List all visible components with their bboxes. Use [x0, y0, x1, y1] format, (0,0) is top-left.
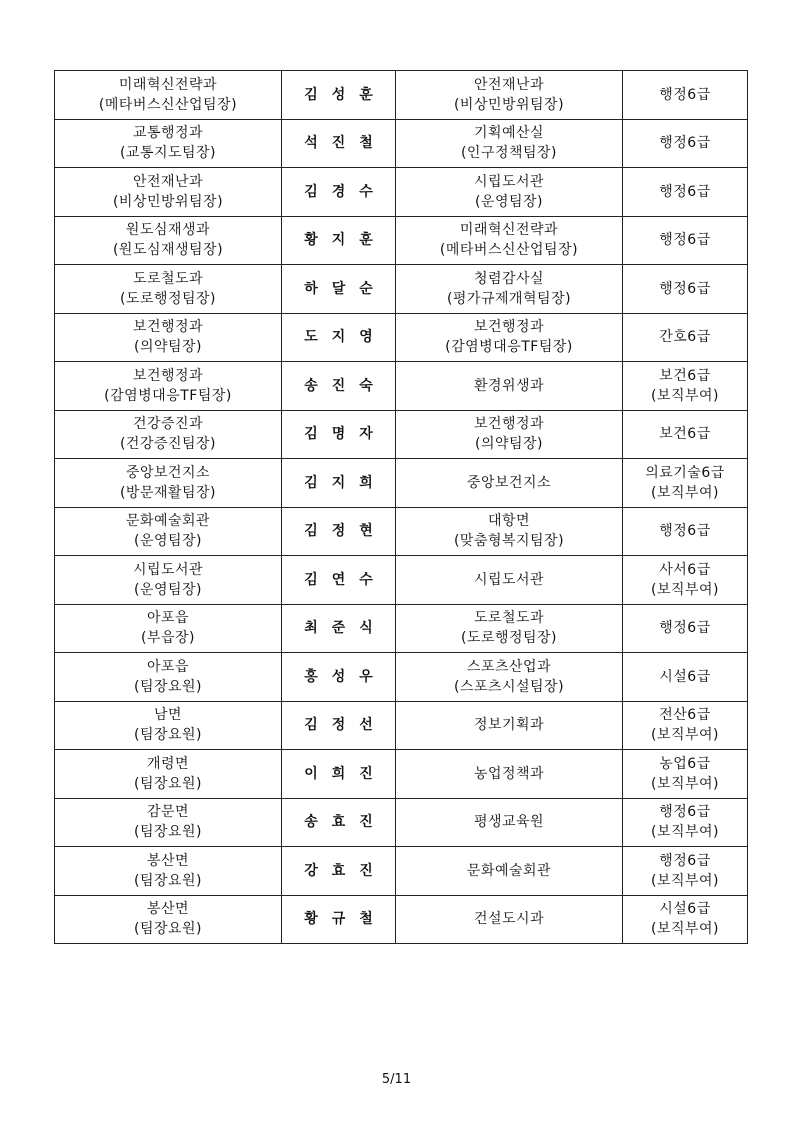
previous-post-cell: [55, 459, 282, 508]
previous-department: 문화예술회관: [125, 513, 211, 530]
previous-role: (메타버스신산업팀장): [98, 96, 238, 113]
name-cell: [282, 750, 396, 799]
employee-name: 김명자: [304, 426, 387, 443]
page-number: 5/11: [381, 1072, 412, 1087]
grade-note: (보직부여): [650, 921, 720, 938]
employee-name: 황규철: [304, 911, 387, 928]
job-grade: 보건6급: [659, 426, 711, 443]
previous-role: (도로행정팀장): [119, 290, 217, 307]
table-row: [55, 507, 748, 556]
employee-name: 도지영: [304, 329, 387, 346]
grade-cell: [623, 798, 748, 847]
name-cell: [282, 168, 396, 217]
new-department: 청렴감사실: [473, 270, 545, 287]
employee-name: 김연수: [304, 571, 387, 588]
job-grade: 행정6급: [659, 135, 711, 152]
grade-cell: [623, 847, 748, 896]
job-grade: 시설6급: [659, 668, 711, 685]
previous-role: (팀장요원): [133, 824, 203, 841]
previous-department: 보건행정과: [132, 367, 204, 384]
grade-note: (보직부여): [650, 727, 720, 744]
employee-name: 김경수: [304, 183, 387, 200]
previous-role: (교통지도팀장): [119, 145, 217, 162]
table-body: [55, 71, 748, 944]
name-cell: [282, 265, 396, 314]
new-department: 평생교육원: [473, 814, 545, 831]
new-department: 스포츠산업과: [466, 658, 552, 675]
grade-cell: [623, 119, 748, 168]
grade-cell: [623, 216, 748, 265]
employee-name: 송진숙: [304, 377, 387, 394]
previous-department: 원도심재생과: [125, 222, 211, 239]
new-post-cell: [396, 750, 623, 799]
grade-note: (보직부여): [650, 581, 720, 598]
previous-department: 아포읍: [146, 658, 190, 675]
name-cell: [282, 653, 396, 702]
employee-name: 김성훈: [304, 86, 387, 103]
name-cell: [282, 604, 396, 653]
new-role: (도로행정팀장): [460, 630, 558, 647]
new-department: 문화예술회관: [466, 862, 552, 879]
job-grade: 의료기술6급: [645, 464, 725, 481]
employee-name: 최준식: [304, 620, 387, 637]
grade-cell: [623, 313, 748, 362]
new-department: 정보기획과: [473, 717, 545, 734]
employee-name: 송효진: [304, 814, 387, 831]
new-department: 건설도시과: [473, 911, 545, 928]
previous-role: (팀장요원): [133, 872, 203, 889]
name-cell: [282, 507, 396, 556]
previous-post-cell: [55, 265, 282, 314]
table-row: [55, 168, 748, 217]
employee-name: 황지훈: [304, 232, 387, 249]
grade-cell: [623, 507, 748, 556]
grade-cell: [623, 556, 748, 605]
previous-department: 교통행정과: [132, 125, 204, 142]
employee-name: 하달순: [304, 280, 387, 297]
previous-role: (운영팀장): [133, 581, 203, 598]
name-cell: [282, 459, 396, 508]
job-grade: 행정6급: [659, 232, 711, 249]
previous-department: 봉산면: [146, 852, 190, 869]
new-post-cell: [396, 604, 623, 653]
employee-name: 이희진: [304, 765, 387, 782]
previous-department: 시립도서관: [132, 561, 204, 578]
new-post-cell: [396, 507, 623, 556]
job-grade: 행정6급: [659, 852, 711, 869]
new-department: 도로철도과: [473, 610, 545, 627]
previous-department: 미래혁신전략과: [118, 76, 218, 93]
previous-post-cell: [55, 71, 282, 120]
new-post-cell: [396, 119, 623, 168]
grade-cell: [623, 653, 748, 702]
new-role: (운영팀장): [474, 193, 544, 210]
job-grade: 행정6급: [659, 620, 711, 637]
new-department: 시립도서관: [473, 571, 545, 588]
employee-name: 석진철: [304, 135, 387, 152]
grade-note: (보직부여): [650, 824, 720, 841]
new-post-cell: [396, 410, 623, 459]
previous-post-cell: [55, 410, 282, 459]
previous-role: (팀장요원): [133, 727, 203, 744]
previous-role: (비상민방위팀장): [112, 193, 224, 210]
new-role: (맞춤형복지팀장): [453, 533, 565, 550]
previous-department: 봉산면: [146, 901, 190, 918]
table-row: [55, 556, 748, 605]
employee-name: 김정선: [304, 717, 387, 734]
previous-role: (원도심재생팀장): [112, 242, 224, 259]
previous-department: 도로철도과: [132, 270, 204, 287]
new-post-cell: [396, 798, 623, 847]
grade-note: (보직부여): [650, 775, 720, 792]
new-role: (비상민방위팀장): [453, 96, 565, 113]
previous-role: (건강증진팀장): [119, 436, 217, 453]
new-role: (평가규제개혁팀장): [446, 290, 572, 307]
table-row: [55, 362, 748, 411]
previous-post-cell: [55, 556, 282, 605]
previous-department: 안전재난과: [132, 173, 204, 190]
personnel-table: [54, 70, 748, 944]
new-role: (감염병대응TF팀장): [445, 339, 573, 356]
name-cell: [282, 895, 396, 944]
new-post-cell: [396, 653, 623, 702]
new-post-cell: [396, 362, 623, 411]
previous-post-cell: [55, 701, 282, 750]
name-cell: [282, 71, 396, 120]
previous-department: 감문면: [146, 804, 190, 821]
new-department: 미래혁신전략과: [459, 222, 559, 239]
employee-name: 강효진: [304, 862, 387, 879]
previous-role: (방문재활팀장): [119, 484, 217, 501]
name-cell: [282, 216, 396, 265]
previous-post-cell: [55, 119, 282, 168]
previous-role: (감염병대응TF팀장): [104, 387, 232, 404]
new-role: (인구정책팀장): [460, 145, 558, 162]
new-department: 중앙보건지소: [466, 474, 552, 491]
grade-cell: [623, 604, 748, 653]
job-grade: 사서6급: [659, 561, 711, 578]
previous-post-cell: [55, 895, 282, 944]
previous-post-cell: [55, 604, 282, 653]
new-role: (메타버스신산업팀장): [439, 242, 579, 259]
table-row: [55, 653, 748, 702]
table-row: [55, 119, 748, 168]
new-post-cell: [396, 216, 623, 265]
new-post-cell: [396, 459, 623, 508]
grade-cell: [623, 265, 748, 314]
new-role: (스포츠시설팀장): [453, 678, 565, 695]
new-post-cell: [396, 313, 623, 362]
job-grade: 행정6급: [659, 86, 711, 103]
previous-department: 남면: [153, 707, 183, 724]
job-grade: 행정6급: [659, 280, 711, 297]
name-cell: [282, 362, 396, 411]
previous-post-cell: [55, 216, 282, 265]
grade-cell: [623, 895, 748, 944]
previous-department: 건강증진과: [132, 416, 204, 433]
table-row: [55, 701, 748, 750]
new-post-cell: [396, 847, 623, 896]
previous-post-cell: [55, 313, 282, 362]
table-row: [55, 216, 748, 265]
previous-department: 아포읍: [146, 610, 190, 627]
new-department: 대항면: [487, 513, 531, 530]
name-cell: [282, 798, 396, 847]
employee-name: 김지희: [304, 474, 387, 491]
grade-cell: [623, 71, 748, 120]
previous-role: (팀장요원): [133, 921, 203, 938]
new-post-cell: [396, 265, 623, 314]
table-row: [55, 750, 748, 799]
new-department: 보건행정과: [473, 416, 545, 433]
table-row: [55, 895, 748, 944]
previous-post-cell: [55, 653, 282, 702]
previous-role: (의약팀장): [133, 339, 203, 356]
table-row: [55, 847, 748, 896]
job-grade: 행정6급: [659, 183, 711, 200]
grade-cell: [623, 701, 748, 750]
grade-cell: [623, 459, 748, 508]
table-row: [55, 265, 748, 314]
table-row: [55, 459, 748, 508]
previous-post-cell: [55, 168, 282, 217]
table-row: [55, 313, 748, 362]
job-grade: 간호6급: [659, 329, 711, 346]
new-post-cell: [396, 556, 623, 605]
name-cell: [282, 847, 396, 896]
grade-cell: [623, 410, 748, 459]
previous-post-cell: [55, 750, 282, 799]
job-grade: 행정6급: [659, 523, 711, 540]
name-cell: [282, 701, 396, 750]
new-post-cell: [396, 71, 623, 120]
job-grade: 보건6급: [659, 367, 711, 384]
name-cell: [282, 119, 396, 168]
new-post-cell: [396, 895, 623, 944]
previous-post-cell: [55, 798, 282, 847]
job-grade: 시설6급: [659, 901, 711, 918]
table-row: [55, 604, 748, 653]
previous-post-cell: [55, 362, 282, 411]
new-department: 기획예산실: [473, 125, 545, 142]
table-row: [55, 798, 748, 847]
new-role: (의약팀장): [474, 436, 544, 453]
new-department: 시립도서관: [473, 173, 545, 190]
job-grade: 전산6급: [659, 707, 711, 724]
previous-department: 중앙보건지소: [125, 464, 211, 481]
new-department: 안전재난과: [473, 76, 545, 93]
employee-name: 김정현: [304, 523, 387, 540]
new-post-cell: [396, 168, 623, 217]
new-department: 환경위생과: [473, 377, 545, 394]
job-grade: 농업6급: [659, 755, 711, 772]
name-cell: [282, 556, 396, 605]
job-grade: 행정6급: [659, 804, 711, 821]
grade-cell: [623, 168, 748, 217]
table-row: [55, 410, 748, 459]
grade-cell: [623, 362, 748, 411]
new-post-cell: [396, 701, 623, 750]
previous-role: (부읍장): [141, 630, 195, 647]
grade-cell: [623, 750, 748, 799]
previous-role: (팀장요원): [133, 775, 203, 792]
name-cell: [282, 410, 396, 459]
new-department: 보건행정과: [473, 319, 545, 336]
previous-department: 보건행정과: [132, 319, 204, 336]
new-department: 농업정책과: [473, 765, 545, 782]
previous-department: 개령면: [146, 755, 190, 772]
previous-role: (팀장요원): [133, 678, 203, 695]
previous-role: (운영팀장): [133, 533, 203, 550]
grade-note: (보직부여): [650, 872, 720, 889]
table-row: [55, 71, 748, 120]
grade-note: (보직부여): [650, 484, 720, 501]
employee-name: 홍성우: [304, 668, 387, 685]
name-cell: [282, 313, 396, 362]
previous-post-cell: [55, 847, 282, 896]
previous-post-cell: [55, 507, 282, 556]
grade-note: (보직부여): [650, 387, 720, 404]
